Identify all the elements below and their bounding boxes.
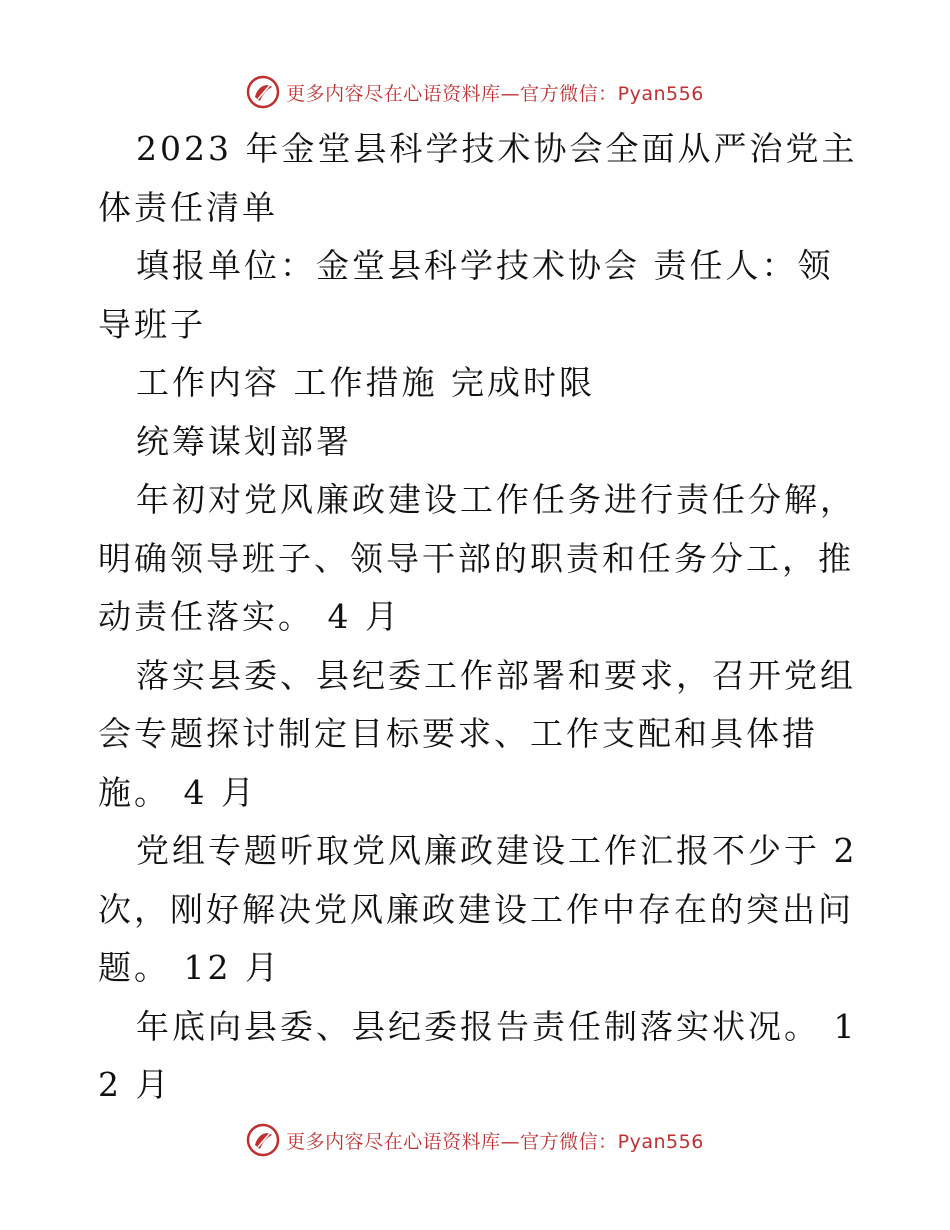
document-meta: 填报单位：金堂县科学技术协会 责任人：领导班子: [98, 246, 834, 344]
list-item: 年底向县委、县纪委报告责任制落实状况。 12 月: [98, 1006, 858, 1104]
document-body: [98, 120, 858, 1115]
footer-banner-text: 更多内容尽在心语资料库—官方微信：Pyan556: [286, 1130, 704, 1153]
logo-icon: [246, 75, 280, 109]
list-item: 党组专题听取党风廉政建设工作汇报不少于 2 次，刚好解决党风廉政建设工作中存在的突出问题。 12 月: [98, 831, 858, 987]
list-item: 落实县委、县纪委工作部署和要求，召开党组会专题探讨制定目标要求、工作支配和具体措施。 4 月: [98, 655, 856, 812]
section-heading: 统筹谋划部署: [136, 421, 352, 461]
list-item: 年初对党风廉政建设工作任务进行责任分解，明确领导班子、领导干部的职责和任务分工，推动责任落实。 4 月: [98, 480, 856, 636]
column-headers: 工作内容 工作措施 完成时限: [136, 363, 595, 402]
footer-banner: [0, 1120, 950, 1160]
header-banner: [0, 72, 950, 112]
logo-icon: [246, 1123, 280, 1157]
header-banner-text: 更多内容尽在心语资料库—官方微信：Pyan556: [286, 82, 704, 105]
document-title: 2023 年金堂县科学技术协会全面从严治党主体责任清单: [98, 129, 858, 227]
